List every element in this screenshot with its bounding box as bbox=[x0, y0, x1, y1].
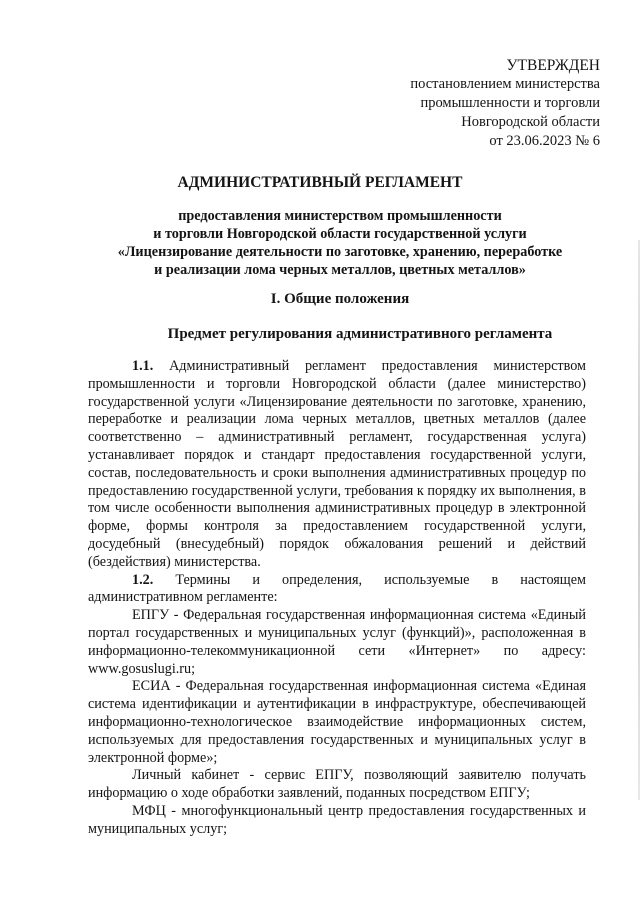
approval-line: промышленности и торговли bbox=[420, 95, 600, 111]
section-heading: I. Общие положения bbox=[270, 291, 410, 307]
document-title: АДМИНИСТРАТИВНЫЙ РЕГЛАМЕНТ bbox=[177, 174, 463, 191]
subtitle-line: предоставления министерством промышленности bbox=[178, 208, 502, 224]
subtitle-line: и реализации лома черных металлов, цветных металлов» bbox=[154, 262, 526, 278]
paragraph-1-1 bbox=[88, 358, 586, 572]
subtitle-line: «Лицензирование деятельности по заготовке, хранению, переработке bbox=[117, 244, 563, 260]
clause-text: Административный регламент предоставления министерством промышленности и торговли Новгородской области (далее министерство) государственной услуги «Лицензирование деятельности по заготовке, хранению, переработке и реализации лома черных металлов, цветных металлов (далее соответственно – административный регламент, государственная услуга) устанавливает порядок и стандарт предоставления государственной услуги, состав, последовательность и сроки выполнения административных процедур по предоставлению государственной услуги, требования к порядку их выполнения, в том числе особенности выполнения административных процедур в электронной форме, формы контроля за предоставлением государственной услуги, досудебный (внесудебный) порядок обжалования решений и действий (бездействия) министерства. bbox=[88, 358, 587, 570]
document-body bbox=[88, 358, 586, 839]
approval-heading: УТВЕРЖДЕН bbox=[506, 57, 600, 74]
definition-personal-account: Личный кабинет - сервис ЕПГУ, позволяющий заявителю получать информацию о ходе обработки заявлений, поданных посредством ЕПГУ; bbox=[88, 767, 586, 802]
clause-number: 1.1. bbox=[132, 358, 154, 374]
clause-number: 1.2. bbox=[132, 571, 154, 588]
document-subtitle bbox=[60, 207, 620, 279]
subtitle-line: и торговли Новгородской области государственной услуги bbox=[153, 226, 527, 242]
approval-block bbox=[410, 56, 600, 151]
definition-epgu: ЕПГУ - Федеральная государственная информационная система «Единый портал государственных и муниципальных услуг (функций)», расположенная в информационно-телекоммуникационной сети «Интернет» по адресу: www.gosuslugi.ru; bbox=[88, 607, 586, 677]
clause-text: Термины и определения, используемые в настоящем административном регламенте: bbox=[88, 571, 586, 606]
subject-heading: Предмет регулирования административного регламента bbox=[167, 326, 553, 342]
approval-date: от 23.06.2023 № 6 bbox=[489, 133, 600, 149]
approval-line: постановлением министерства bbox=[410, 76, 600, 92]
approval-line: Новгородской области bbox=[461, 114, 600, 130]
paragraph-1-2 bbox=[88, 572, 586, 608]
definition-esia: ЕСИА - Федеральная государственная информационная система «Единая система идентификации и аутентификации в инфраструктуре, обеспечивающей информационно-технологическое взаимодействие информационных систем, используемых для предоставления государственных и муниципальных услуг в электронной форме»; bbox=[88, 678, 586, 766]
definition-mfc: МФЦ - многофункциональный центр предоставления государственных и муниципальных услуг; bbox=[88, 802, 586, 837]
